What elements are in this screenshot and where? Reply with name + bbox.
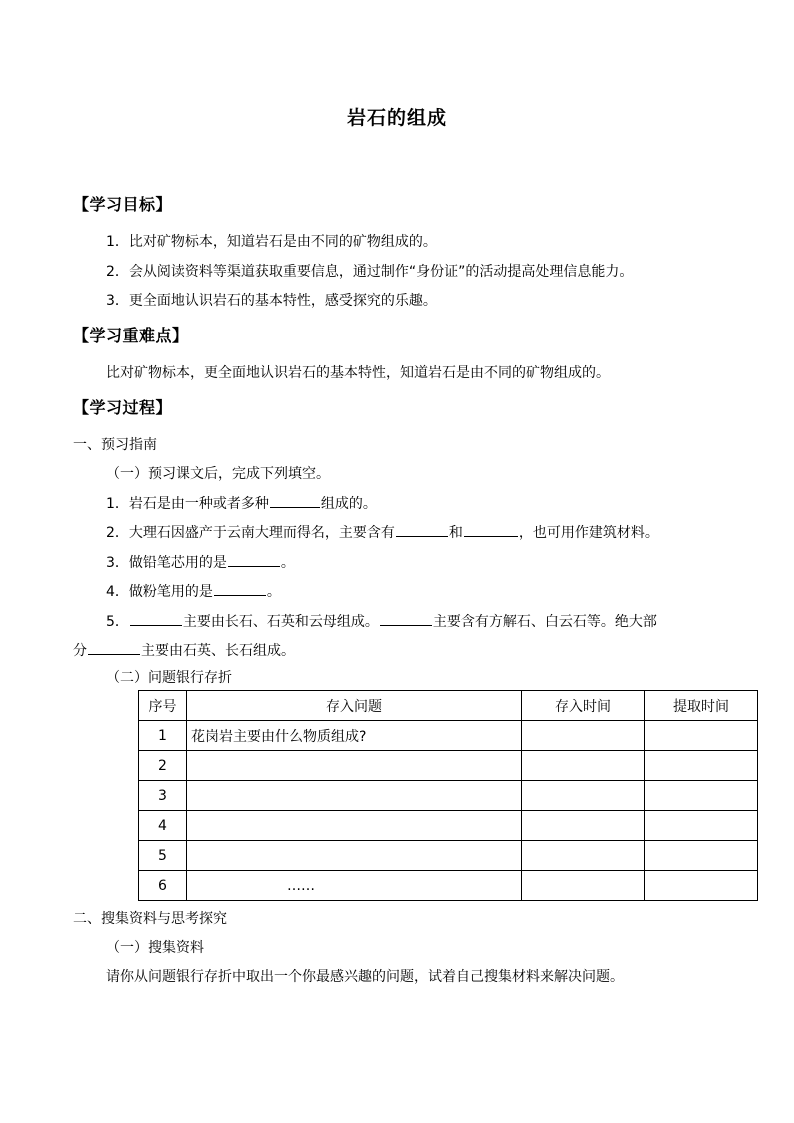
row-withdraw-time (645, 781, 758, 811)
row-withdraw-time (645, 811, 758, 841)
page-title: 岩石的组成 (346, 107, 447, 129)
row-deposit-time (522, 841, 645, 871)
question-bank-table (138, 690, 758, 901)
keypoints-text: 比对矿物标本，更全面地认识岩石的基本特性，知道岩石是由不同的矿物组成的。 (106, 365, 610, 381)
question-4-text-pre: 4．做粉笔用的是 (106, 584, 213, 600)
column-header-number: 序号 (139, 691, 187, 721)
row-number: 5 (139, 841, 187, 871)
row-number: 6 (139, 871, 187, 901)
subsection-fill-blanks: （一）预习课文后，完成下列填空。 (106, 466, 330, 482)
table-row (139, 751, 758, 781)
row-deposit-time (522, 781, 645, 811)
section-preview-guide: 一、预习指南 (73, 437, 157, 453)
row-number: 1 (139, 721, 187, 751)
blank-field[interactable] (464, 522, 518, 537)
question-1-text-pre: 1．岩石是由一种或者多种 (106, 496, 269, 512)
table-row (139, 721, 758, 751)
question-3-text-pre: 3．做铅笔芯用的是 (106, 555, 227, 571)
question-3-text-post: 。 (280, 555, 295, 571)
row-question: …… (187, 871, 522, 901)
research-instruction: 请你从问题银行存折中取出一个你最感兴趣的问题，试着自己搜集材料来解决问题。 (106, 969, 624, 985)
table-row (139, 811, 758, 841)
row-number: 2 (139, 751, 187, 781)
row-question (187, 811, 522, 841)
row-deposit-time (522, 721, 645, 751)
table-row (139, 781, 758, 811)
question-5-text-a: 主要由长石、石英和云母组成。 (182, 614, 379, 630)
question-1 (106, 493, 377, 514)
table-row (139, 871, 758, 901)
column-header-deposit-time: 存入时间 (522, 691, 645, 721)
question-2-text-mid: 和 (448, 525, 463, 541)
question-5-text-line2-post: 主要由石英、长石组成。 (141, 643, 295, 659)
question-2 (106, 522, 659, 543)
row-question (187, 781, 522, 811)
blank-field[interactable] (130, 611, 182, 626)
question-4-text-post: 。 (266, 584, 281, 600)
table-row (139, 841, 758, 871)
row-deposit-time (522, 871, 645, 901)
question-5-text-line2-pre: 分 (73, 643, 87, 659)
question-2-text-post: ，也可用作建筑材料。 (518, 525, 659, 541)
row-number: 4 (139, 811, 187, 841)
goals-heading: 【学习目标】 (73, 195, 173, 214)
row-withdraw-time (645, 841, 758, 871)
blank-field[interactable] (380, 611, 432, 626)
row-question: 花岗岩主要由什么物质组成? (187, 721, 522, 751)
goal-item-2: 2．会从阅读资料等渠道获取重要信息，通过制作“身份证”的活动提高处理信息能力。 (106, 264, 634, 280)
goal-item-1: 1．比对矿物标本，知道岩石是由不同的矿物组成的。 (106, 234, 437, 250)
row-question (187, 751, 522, 781)
question-4 (106, 581, 281, 602)
subsection-question-bank: （二）问题银行存折 (106, 670, 232, 686)
question-2-text-pre: 2．大理石因盛产于云南大理而得名，主要含有 (106, 525, 395, 541)
question-5-text-b: 主要含有方解石、白云石等。绝大部 (432, 614, 657, 630)
section-research: 二、搜集资料与思考探究 (73, 911, 227, 927)
question-5-line-2 (73, 640, 295, 661)
row-withdraw-time (645, 871, 758, 901)
row-deposit-time (522, 811, 645, 841)
table-header-row (139, 691, 758, 721)
column-header-question: 存入问题 (187, 691, 522, 721)
question-3 (106, 552, 295, 573)
column-header-withdraw-time: 提取时间 (645, 691, 758, 721)
blank-field[interactable] (88, 640, 140, 655)
goal-item-3: 3．更全面地认识岩石的基本特性，感受探究的乐趣。 (106, 293, 437, 309)
row-question (187, 841, 522, 871)
question-5-line-1 (106, 611, 657, 632)
blank-field[interactable] (214, 581, 266, 596)
row-withdraw-time (645, 721, 758, 751)
blank-field[interactable] (228, 552, 280, 567)
row-number: 3 (139, 781, 187, 811)
subsection-collect-materials: （一）搜集资料 (106, 940, 204, 956)
row-deposit-time (522, 751, 645, 781)
row-withdraw-time (645, 751, 758, 781)
question-5-text-pre: 5． (106, 614, 129, 630)
keypoints-heading: 【学习重难点】 (73, 326, 189, 345)
question-1-text-post: 组成的。 (320, 496, 377, 512)
process-heading: 【学习过程】 (73, 398, 173, 417)
blank-field[interactable] (396, 522, 448, 537)
blank-field[interactable] (270, 493, 320, 508)
